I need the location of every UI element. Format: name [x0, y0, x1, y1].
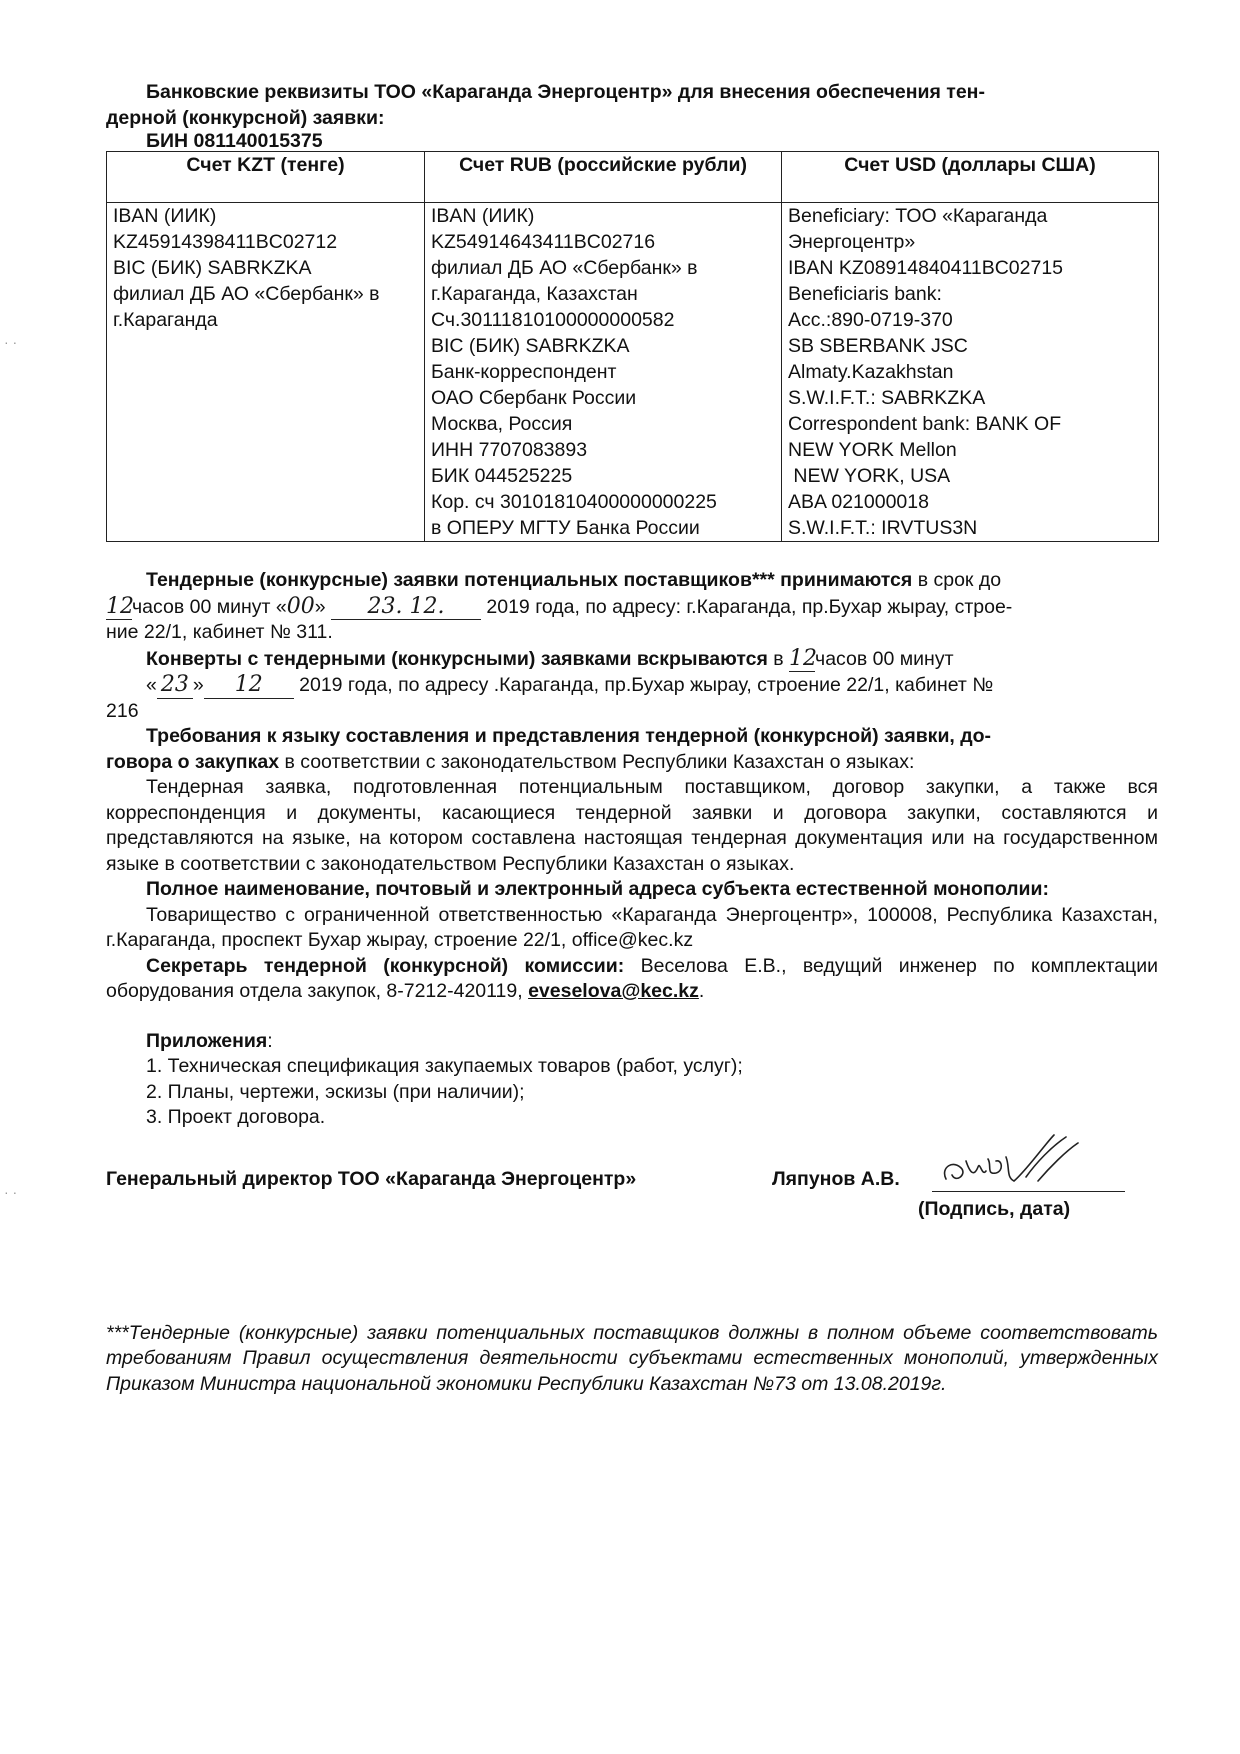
appendix-item: 1. Техническая спецификация закупаемых товаров (работ, услуг); — [146, 1055, 743, 1077]
opening-text2: часов 00 минут — [815, 647, 954, 670]
usd-line: SB SBERBANK JSC — [788, 335, 968, 357]
secretary-end: . — [698, 980, 705, 1002]
opening-bold: Конверты с тендерными (конкурсными) заявками вскрываются — [146, 647, 768, 670]
usd-line: Acc.:890-0719-370 — [788, 309, 953, 331]
secretary-bold: Секретарь тендерной (конкурсной) комиссии: — [146, 954, 625, 977]
header-title-line2: дерной (конкурсной) заявки: — [106, 106, 385, 129]
kzt-line: BIC (БИК) SABRKZKA — [113, 257, 312, 279]
footnote: ***Тендерные (конкурсные) заявки потенциальных поставщиков должны в полном объеме соответствовать требованиям Правил осуществления деятельности субъектами естественных монополий, утвержденных Приказом Министра национальной экономики Республики Казахстан №73 от 13.08.2019г. — [106, 1321, 1158, 1395]
rub-line: ИНН 7707083893 — [431, 439, 588, 461]
rub-line: IBAN (ИИК) — [431, 205, 535, 227]
usd-line: Beneficiaris bank: — [788, 283, 942, 305]
secretary-body: Веселова Е.В., ведущий инженер по комплектации оборудования отдела закупок, 8-7212-420119, — [106, 954, 1158, 1002]
usd-line: NEW YORK Mellon — [788, 439, 957, 461]
rub-line: ОАО Сбербанк России — [431, 387, 637, 409]
usd-line: Энергоцентр» — [788, 231, 916, 253]
opening-hour: 12 — [789, 645, 818, 671]
kzt-line: филиал ДБ АО «Сбербанк» в — [113, 283, 380, 305]
header-usd: Счет USD (доллары США) — [782, 152, 1159, 203]
rub-details — [425, 203, 782, 542]
director-name: Ляпунов А.В. — [772, 1167, 900, 1190]
submission-text5: ние 22/1, кабинет № 311. — [106, 621, 333, 643]
opening-text1: в — [767, 647, 790, 670]
director-position: Генеральный директор ТОО «Караганда Энергоцентр» — [106, 1167, 637, 1190]
rub-line: Москва, Россия — [431, 413, 573, 435]
opening-month: 12 — [204, 672, 294, 699]
rub-line: KZ54914643411BC02716 — [431, 231, 656, 253]
submission-text4: 2019 года, по адресу: г.Караганда, пр.Бухар жырау, строе- — [480, 595, 1013, 618]
scan-margin-mark: · · — [4, 334, 18, 350]
submission-paragraph — [106, 568, 1158, 646]
rub-line: г.Караганда, Казахстан — [431, 283, 638, 305]
language-section — [106, 724, 1158, 877]
monopoly-section — [106, 877, 1158, 954]
header-kzt: Счет KZT (тенге) — [107, 152, 425, 203]
appendix-item: 2. Планы, чертежи, эскизы (при наличии); — [146, 1080, 525, 1103]
usd-line: Almaty.Kazakhstan — [788, 361, 954, 383]
header-title-line1: Банковские реквизиты ТОО «Караганда Энергоцентр» для внесения обеспечения тен- — [146, 81, 985, 103]
rub-line: Кор. сч 30101810400000000225 — [431, 491, 717, 513]
submission-text3: » — [314, 595, 331, 618]
submission-minute-hand: 00 — [286, 593, 315, 619]
monopoly-body: Товарищество с ограниченной ответственностью «Караганда Энергоцентр», 100008, Республика Казахстан, г.Караганда, проспект Бухар жырау, строение 22/1, office@kec.kz — [106, 903, 1158, 951]
usd-line: NEW YORK, USA — [788, 465, 951, 487]
usd-line: S.W.I.F.T.: IRVTUS3N — [788, 517, 978, 539]
handwritten-signature-icon — [926, 1131, 1096, 1201]
opening-paragraph — [106, 646, 1158, 725]
submission-hour: 12 — [106, 593, 134, 619]
opening-quote-close: » — [192, 674, 204, 696]
submission-date: 23. 12. — [331, 594, 481, 621]
kzt-line: KZ45914398411BC02712 — [113, 231, 338, 253]
usd-details — [782, 203, 1159, 542]
rub-line: Сч.30111810100000000582 — [431, 309, 675, 331]
opening-day: 23 — [157, 672, 193, 699]
usd-line: ABA 021000018 — [788, 491, 929, 513]
header-bin: БИН 081140015375 — [146, 130, 323, 152]
usd-line: Correspondent bank: BANK OF — [788, 413, 1062, 435]
opening-quote-open: « — [146, 674, 157, 696]
kzt-line: г.Караганда — [113, 309, 218, 331]
opening-text4: 216 — [106, 699, 139, 722]
bank-table-header-row — [107, 152, 1159, 203]
kzt-line: IBAN (ИИК) — [113, 205, 217, 227]
bank-details-table — [106, 151, 1159, 542]
appendix-section — [106, 1029, 1158, 1131]
rub-line: в ОПЕРУ МГТУ Банка России — [431, 517, 700, 539]
rub-line: филиал ДБ АО «Сбербанк» в — [431, 257, 698, 279]
appendix-colon: : — [267, 1029, 273, 1052]
kzt-details — [107, 203, 425, 542]
usd-line: S.W.I.F.T.: SABRKZKA — [788, 387, 986, 409]
appendix-item: 3. Проект договора. — [146, 1106, 326, 1128]
usd-line: IBAN KZ08914840411BC02715 — [788, 257, 1064, 279]
monopoly-bold: Полное наименование, почтовый и электронный адреса субъекта естественной монополии: — [146, 878, 1049, 900]
appendix-title: Приложения — [146, 1029, 268, 1052]
language-bold2: говора о закупках — [106, 750, 280, 773]
opening-text3: 2019 года, по адресу .Караганда, пр.Бухар жырау, строение 22/1, кабинет № — [293, 674, 994, 696]
submission-text1: в срок до — [912, 569, 1002, 591]
submission-text2: часов 00 минут « — [132, 595, 287, 618]
rub-line: Банк-корреспондент — [431, 361, 617, 383]
rub-line: БИК 044525225 — [431, 465, 573, 487]
header-rub: Счет RUB (российские рубли) — [425, 152, 782, 203]
secretary-email[interactable]: eveselova@kec.kz — [528, 980, 699, 1002]
bank-table-body-row — [107, 203, 1159, 542]
document-page — [106, 80, 1158, 1397]
secretary-section — [106, 954, 1158, 1005]
signature-caption: (Подпись, дата) — [918, 1197, 1071, 1220]
submission-bold: Тендерные (конкурсные) заявки потенциальных поставщиков*** принимаются — [146, 569, 913, 591]
signature-row — [106, 1159, 1158, 1229]
language-rest: в соответствии с законодательством Республики Казахстан о языках: — [279, 750, 915, 773]
language-bold1: Требования к языку составления и представления тендерной (конкурсной) заявки, до- — [146, 725, 992, 747]
scan-margin-mark: · · — [4, 1184, 18, 1200]
language-body: Тендерная заявка, подготовленная потенциальным поставщиком, договор закупки, а также вся корреспонденция и документы, касающиеся тендерной заявки и договора закупки, составляются и представляются на языке, на котором составлена настоящая тендерная документация или на государственном языке в соответствии с законодательством Республики Казахстан о языках. — [106, 776, 1158, 875]
rub-line: BIC (БИК) SABRKZKA — [431, 335, 630, 357]
usd-line: Beneficiary: ТОО «Караганда — [788, 205, 1048, 227]
